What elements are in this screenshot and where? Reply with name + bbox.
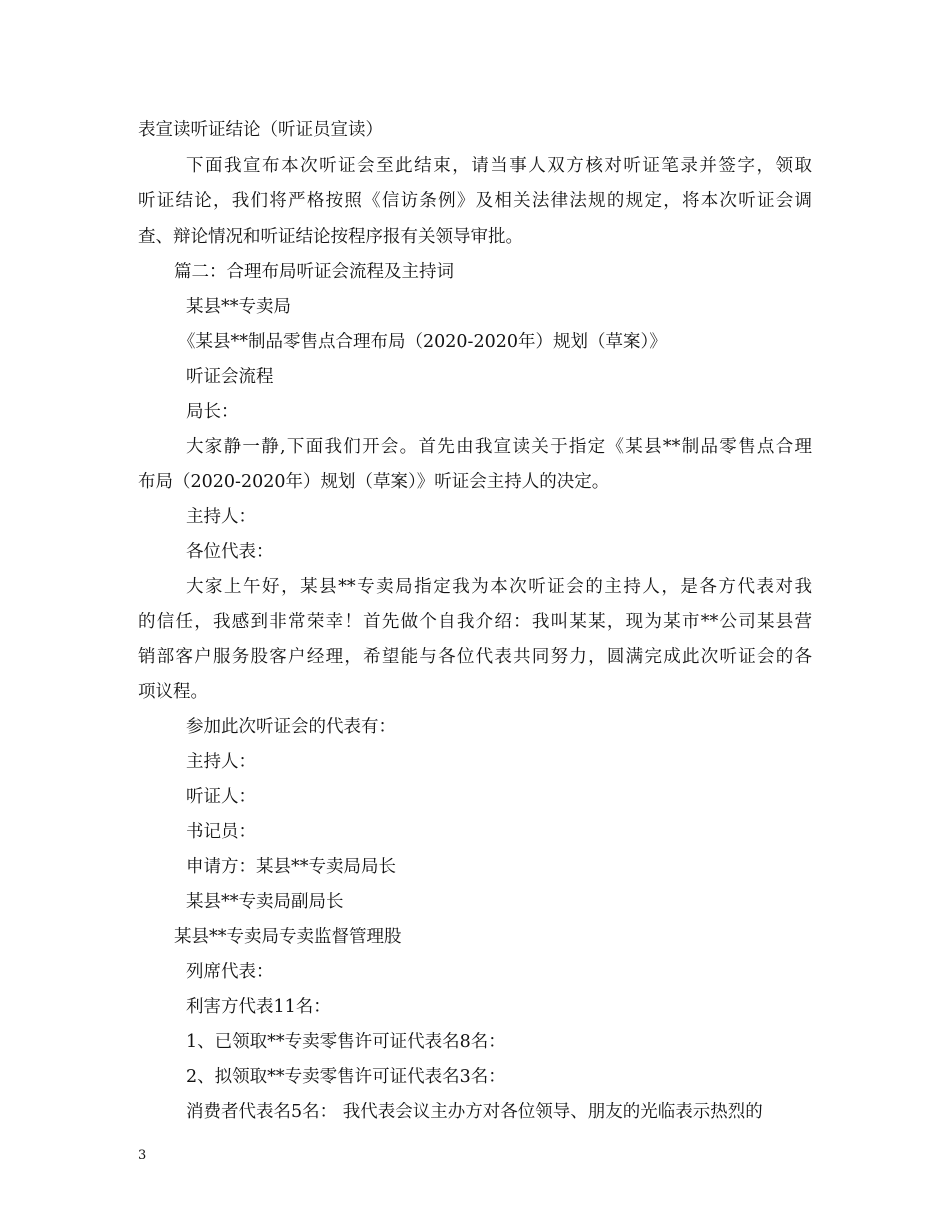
text-line: 查、辩论情况和听证结论按程序报有关领导审批。 xyxy=(138,227,523,247)
text-line: 表宣读听证结论（听证员宣读） xyxy=(138,120,383,140)
text-line: 消费者代表名5名： 我代表会议主办方对各位领导、朋友的光临表示热烈的 xyxy=(186,1102,763,1122)
text-line: 《某县**制品零售点合理布局（2020-2020年）规划（草案）》 xyxy=(178,332,667,352)
text-line: 某县**专卖局专卖监督管理股 xyxy=(174,927,402,947)
text-line: 申请方：某县**专卖局局长 xyxy=(186,857,396,877)
text-line: 项议程。 xyxy=(138,682,208,702)
page-number: 3 xyxy=(138,1148,147,1163)
text-line: 下面我宣布本次听证会至此结束，请当事人双方核对听证笔录并签字，领取 xyxy=(186,156,812,176)
text-line: 列席代表： xyxy=(186,962,274,982)
text-line: 主持人： xyxy=(186,507,256,527)
text-line: 布局（2020-2020年）规划（草案）》听证会主持人的决定。 xyxy=(138,472,610,492)
text-line: 大家静一静,下面我们开会。首先由我宣读关于指定《某县**制品零售点合理 xyxy=(186,437,812,457)
text-line: 局长： xyxy=(186,402,239,422)
text-line: 主持人： xyxy=(186,752,256,772)
text-line: 1、已领取**专卖零售许可证代表名8名： xyxy=(186,1032,506,1052)
text-line: 某县**专卖局副局长 xyxy=(186,892,344,912)
text-line: 某县**专卖局 xyxy=(186,297,291,317)
text-line: 听证人： xyxy=(186,787,256,807)
text-line: 听证结论，我们将严格按照《信访条例》及相关法律法规的规定，将本次听证会调 xyxy=(138,191,812,211)
section-heading: 篇二：合理布局听证会流程及主持词 xyxy=(174,262,454,282)
text-line: 书记员： xyxy=(186,822,256,842)
text-line: 2、拟领取**专卖零售许可证代表名3名： xyxy=(186,1067,506,1087)
text-line: 利害方代表11名： xyxy=(186,997,331,1017)
text-line: 大家上午好，某县**专卖局指定我为本次听证会的主持人，是各方代表对我 xyxy=(186,577,812,597)
text-line: 参加此次听证会的代表有： xyxy=(186,717,396,737)
text-line: 销部客户服务股客户经理，希望能与各位代表共同努力，圆满完成此次听证会的各 xyxy=(138,647,812,667)
text-line: 各位代表： xyxy=(186,542,274,562)
text-line: 听证会流程 xyxy=(186,367,274,387)
text-line: 的信任，我感到非常荣幸！首先做个自我介绍：我叫某某，现为某市**公司某县营 xyxy=(138,612,812,632)
